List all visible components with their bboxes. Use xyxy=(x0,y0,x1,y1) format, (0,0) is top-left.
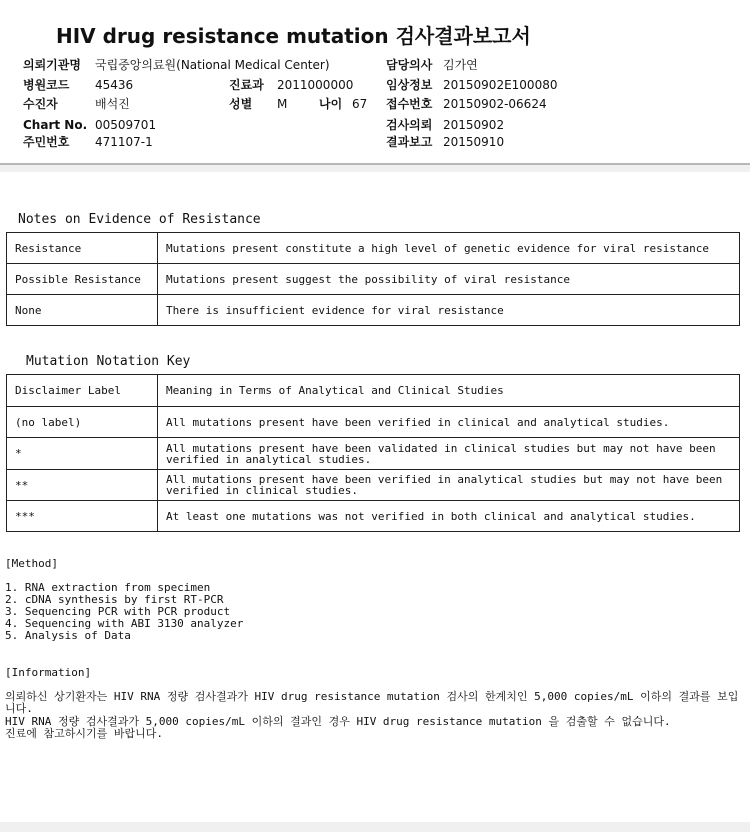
clinical-info-value: 20150902E100080 xyxy=(443,78,558,92)
age-value: 67 xyxy=(352,97,368,111)
information-line: 의뢰하신 상기환자는 HIV RNA 정량 검사결과가 HIV drug resistance mutation 검사의 한계치인 5,000 copies/mL 이하의 결과를 보입니다. xyxy=(5,690,739,715)
key-table xyxy=(6,374,740,532)
notes-text-cell: Mutations present suggest the possibility of viral resistance xyxy=(158,264,740,295)
key-section-title: Mutation Notation Key xyxy=(26,354,191,369)
notes-section-title: Notes on Evidence of Resistance xyxy=(18,212,261,227)
notes-label-cell: None xyxy=(7,295,158,326)
doctor-value: 김가연 xyxy=(443,58,478,72)
patient-name-label: 수진자 xyxy=(23,97,58,111)
resident-no-label: 주민번호 xyxy=(23,135,70,149)
institution-label: 의뢰기관명 xyxy=(23,58,81,72)
key-text-cell: All mutations present have been verified in analytical studies but may not have been verified in clinical studies. xyxy=(158,470,740,501)
key-text-cell: All mutations present have been validated in clinical studies but may not have been verified in analytical studies. xyxy=(158,438,740,470)
method-step: 2. cDNA synthesis by first RT-PCR xyxy=(5,593,224,606)
age-label: 나이 xyxy=(319,97,343,111)
key-label-cell: ** xyxy=(7,470,158,501)
key-label-cell: (no label) xyxy=(7,407,158,438)
key-text-cell: All mutations present have been verified in clinical and analytical studies. xyxy=(158,407,740,438)
institution-value: 국립중앙의료원(National Medical Center) xyxy=(95,58,330,72)
request-date-label: 검사의뢰 xyxy=(386,118,433,132)
notes-text-cell: Mutations present constitute a high level of genetic evidence for viral resistance xyxy=(158,233,740,264)
table-row xyxy=(7,501,740,532)
notes-table xyxy=(6,232,740,326)
report-header xyxy=(0,0,750,165)
department-value: 2011000000 xyxy=(277,78,354,92)
table-row xyxy=(7,470,740,501)
sex-label: 성별 xyxy=(229,97,253,111)
patient-name-value: 배석진 xyxy=(95,97,130,111)
table-row xyxy=(7,438,740,470)
information-line: 진료에 참고하시기를 바랍니다. xyxy=(5,727,164,740)
receipt-no-value: 20150902-06624 xyxy=(443,97,547,111)
table-row xyxy=(7,295,740,326)
table-row xyxy=(7,375,740,407)
method-step: 3. Sequencing PCR with PCR product xyxy=(5,605,231,618)
chart-no-value: 00509701 xyxy=(95,118,157,132)
method-title: [Method] xyxy=(5,557,58,570)
chart-no-label: Chart No. xyxy=(23,118,88,132)
hospital-code-value: 45436 xyxy=(95,78,134,92)
key-label-cell: *** xyxy=(7,501,158,532)
table-row xyxy=(7,407,740,438)
key-text-cell: Meaning in Terms of Analytical and Clinical Studies xyxy=(158,375,740,407)
method-step: 1. RNA extraction from specimen xyxy=(5,581,211,594)
sex-value: M xyxy=(277,97,288,111)
receipt-no-label: 접수번호 xyxy=(386,97,433,111)
department-label: 진료과 xyxy=(229,78,264,92)
notes-text-cell: There is insufficient evidence for viral resistance xyxy=(158,295,740,326)
notes-label-cell: Possible Resistance xyxy=(7,264,158,295)
report-date-label: 결과보고 xyxy=(386,135,433,149)
key-label-cell: Disclaimer Label xyxy=(7,375,158,407)
report-body xyxy=(0,172,750,822)
report-title: HIV drug resistance mutation 검사결과보고서 xyxy=(56,24,531,48)
doctor-label: 담당의사 xyxy=(386,58,433,72)
information-line: HIV RNA 정량 검사결과가 5,000 copies/mL 이하의 결과인 경우 HIV drug resistance mutation 을 검출할 수 없습니다. xyxy=(5,715,671,728)
request-date-value: 20150902 xyxy=(443,118,505,132)
notes-label-cell: Resistance xyxy=(7,233,158,264)
report-date-value: 20150910 xyxy=(443,135,505,149)
key-text-cell: At least one mutations was not verified in both clinical and analytical studies. xyxy=(158,501,740,532)
key-label-cell: * xyxy=(7,438,158,470)
method-step: 4. Sequencing with ABI 3130 analyzer xyxy=(5,617,244,630)
table-row xyxy=(7,264,740,295)
resident-no-value: 471107-1 xyxy=(95,135,153,149)
method-step: 5. Analysis of Data xyxy=(5,629,131,642)
table-row xyxy=(7,233,740,264)
clinical-info-label: 임상정보 xyxy=(386,78,433,92)
hospital-code-label: 병원코드 xyxy=(23,78,70,92)
information-title: [Information] xyxy=(5,666,92,679)
